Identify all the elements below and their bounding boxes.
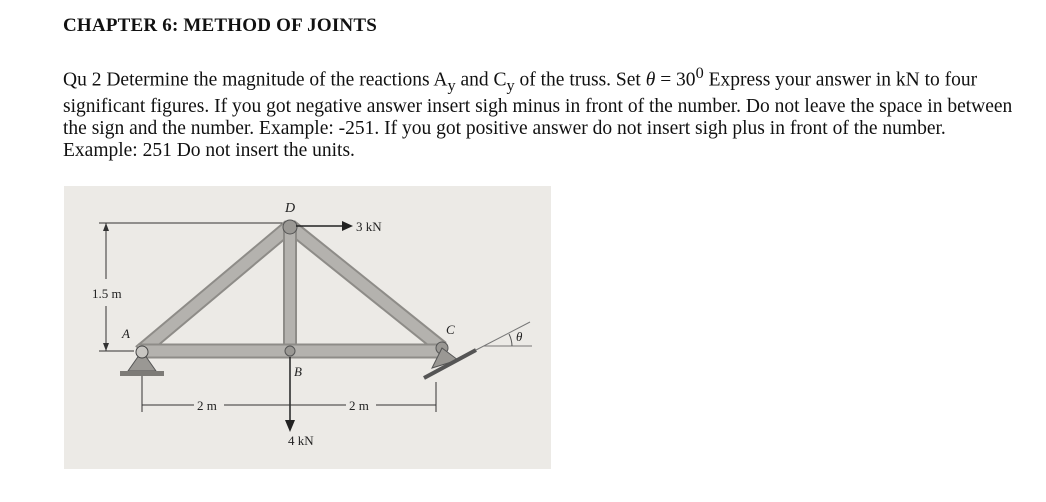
span-left-label: 2 m xyxy=(197,398,217,413)
label-B: B xyxy=(294,364,302,379)
joint-D xyxy=(283,220,297,234)
question-prefix: Qu 2 Determine the magnitude of the reactions A xyxy=(63,69,448,91)
label-C: C xyxy=(446,322,455,337)
question-rest: Express your answer in kN to four significant figures. If you got negative answer insert sigh minus in front of the number. Do not leave the space in between the sign and the number. Example: -251. If you got positive answer do not insert sigh plus in front of the number. Example: 251 Do not insert the units. xyxy=(63,69,1013,162)
question-mid-2: of the truss. Set xyxy=(514,69,646,91)
ay-subscript: y xyxy=(447,76,456,95)
truss-diagram xyxy=(64,186,551,469)
label-D: D xyxy=(285,201,296,216)
load-3kN-label: 3 kN xyxy=(356,219,382,234)
degree-superscript: 0 xyxy=(695,64,704,82)
figure-background xyxy=(64,186,551,469)
joint-B xyxy=(285,346,295,356)
theta-value: = 30 xyxy=(655,69,696,91)
chapter-title: CHAPTER 6: METHOD OF JOINTS xyxy=(63,15,377,36)
span-right-label: 2 m xyxy=(349,398,369,413)
question-mid-1: and C xyxy=(455,69,507,91)
pin-support-ground xyxy=(120,371,164,376)
load-4kN-label: 4 kN xyxy=(288,433,314,448)
label-A: A xyxy=(122,326,130,341)
truss-figure xyxy=(64,186,551,469)
theta-symbol: θ xyxy=(645,69,656,91)
cy-subscript: y xyxy=(506,76,515,95)
theta-label: θ xyxy=(516,329,523,344)
pin-A xyxy=(136,346,148,358)
height-dim-label: 1.5 m xyxy=(92,286,122,301)
question-text xyxy=(63,62,1023,162)
